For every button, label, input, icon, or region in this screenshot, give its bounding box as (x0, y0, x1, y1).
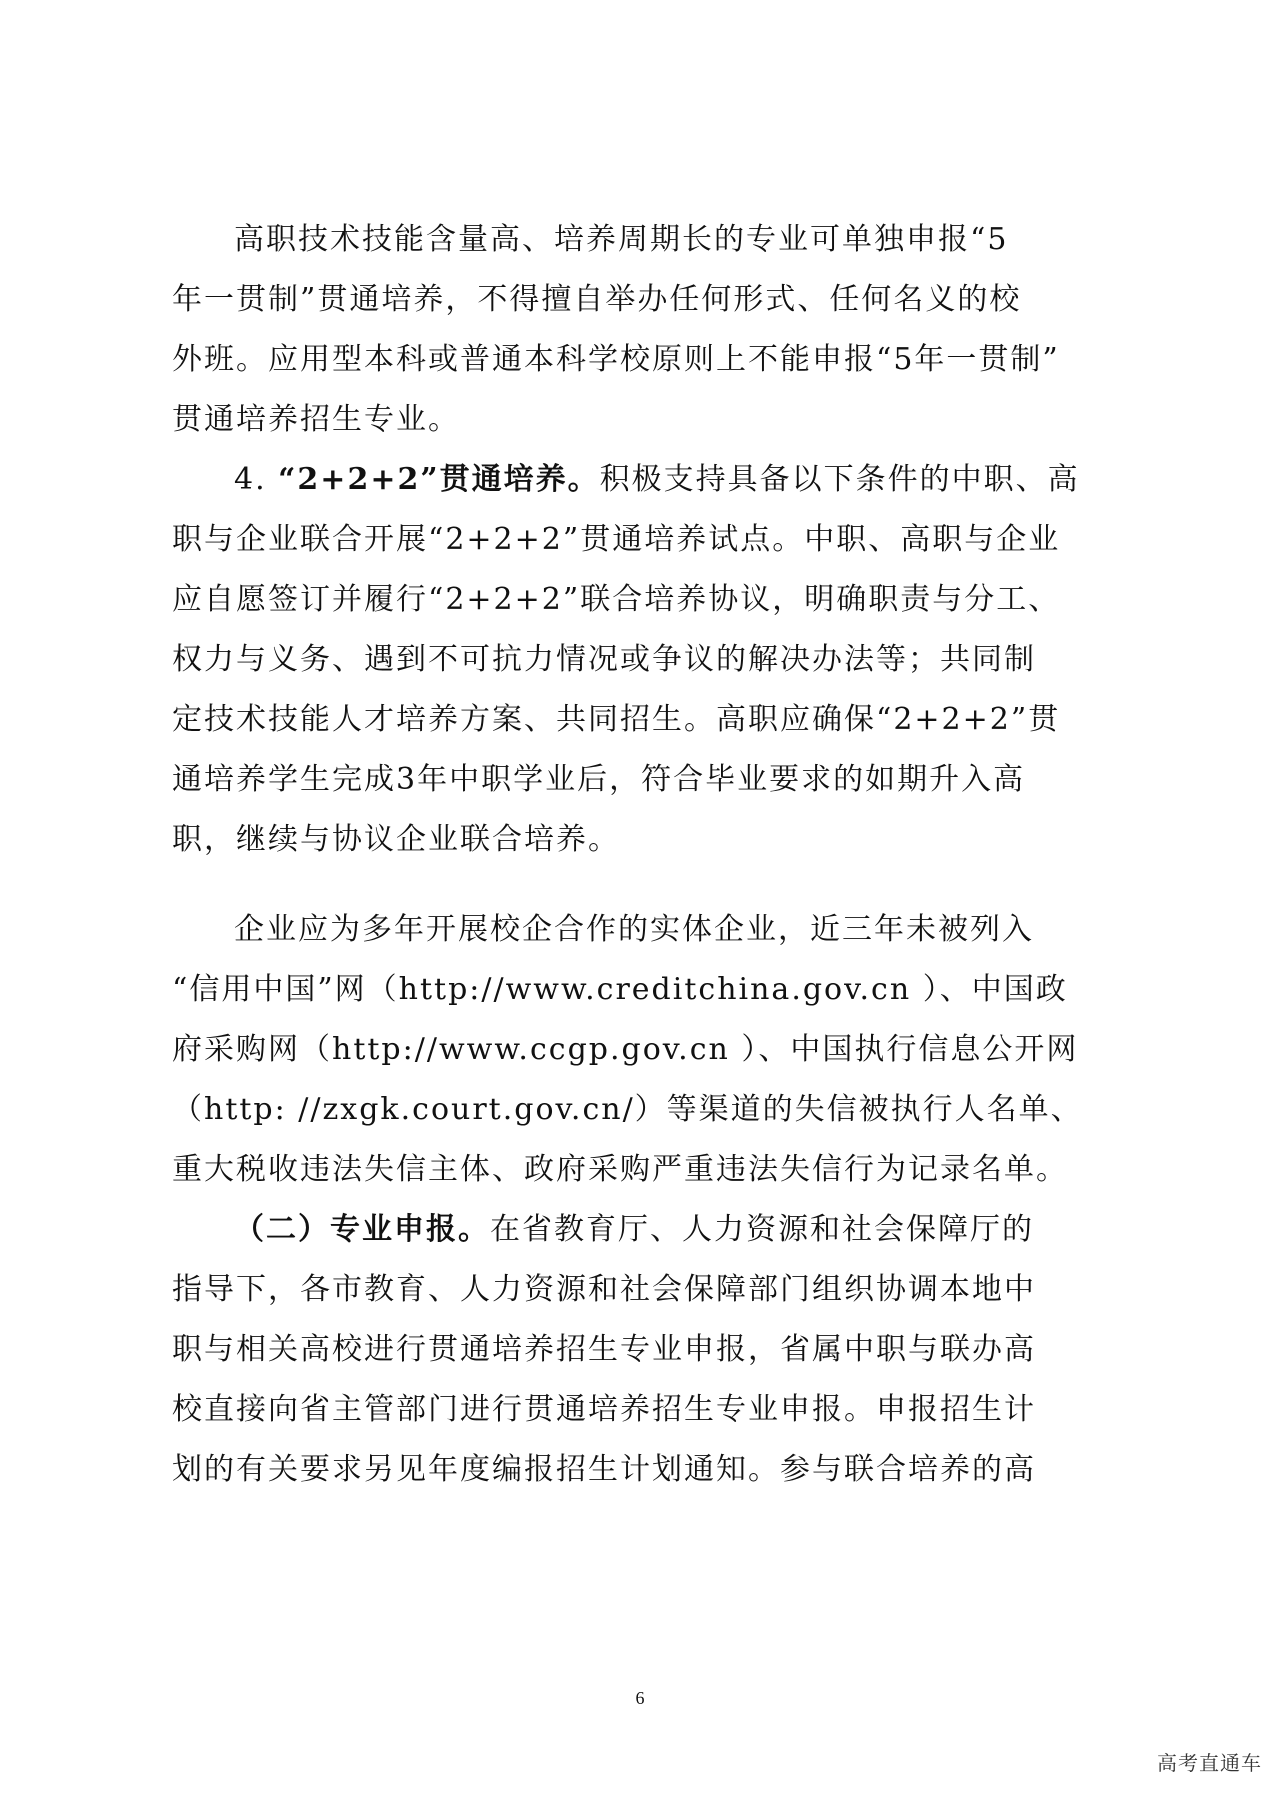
text-line: （http: //zxgk.court.gov.cn/）等渠道的失信被执行人名单、 (172, 1092, 1083, 1127)
section-heading: “2+2+2”贯通培养。 (278, 462, 600, 497)
text-line: 重大税收违法失信主体、政府采购严重违法失信行为记录名单。 (172, 1152, 1068, 1187)
paragraph-2-2-2-program (172, 450, 1112, 870)
watermark-text: 高考直通车 (1157, 1751, 1262, 1775)
text-line: 职，继续与协议企业联合培养。 (172, 822, 620, 857)
text-line: 指导下，各市教育、人力资源和社会保障部门组织协调本地中 (172, 1272, 1036, 1307)
text-line: 外班。应用型本科或普通本科学校原则上不能申报“5年一贯制” (172, 342, 1060, 377)
text-line: “信用中国”网（http://www.creditchina.gov.cn ）、中国政 (172, 972, 1068, 1007)
text-line (172, 450, 1112, 510)
page-number: 6 (635, 1688, 645, 1708)
text-line: 职与相关高校进行贯通培养招生专业申报，省属中职与联办高 (172, 1332, 1036, 1367)
text-segment: 在省教育厅、人力资源和社会保障厅的 (490, 1212, 1034, 1247)
paragraph-five-year-program (172, 210, 1112, 450)
text-line: 贯通培养招生专业。 (172, 402, 460, 437)
text-segment: 积极支持具备以下条件的中职、高 (599, 462, 1080, 497)
text-line: 应自愿签订并履行“2+2+2”联合培养协议，明确职责与分工、 (172, 582, 1061, 617)
paragraph-enterprise-requirements (172, 900, 1112, 1200)
text-line (172, 1200, 1112, 1260)
text-line: 高职技术技能含量高、培养周期长的专业可单独申报“5 (234, 222, 1009, 257)
text-line: 府采购网（http://www.ccgp.gov.cn ）、中国执行信息公开网 (172, 1032, 1079, 1067)
section-heading: （二）专业申报。 (234, 1212, 490, 1247)
text-line: 年一贯制”贯通培养，不得擅自举办任何形式、任何名义的校 (172, 282, 1022, 317)
text-line: 权力与义务、遇到不可抗力情况或争议的解决办法等；共同制 (172, 642, 1036, 677)
text-line: 职与企业联合开展“2+2+2”贯通培养试点。中职、高职与企业 (172, 522, 1061, 557)
paragraph-major-application (172, 1200, 1112, 1500)
text-line: 划的有关要求另见年度编报招生计划通知。参与联合培养的高 (172, 1452, 1036, 1487)
section-number: 4. (234, 462, 267, 497)
text-line: 通培养学生完成3年中职学业后，符合毕业要求的如期升入高 (172, 762, 1026, 797)
text-line: 校直接向省主管部门进行贯通培养招生专业申报。申报招生计 (172, 1392, 1036, 1427)
text-line: 定技术技能人才培养方案、共同招生。高职应确保“2+2+2”贯 (172, 702, 1061, 737)
text-line: 企业应为多年开展校企合作的实体企业，近三年未被列入 (234, 912, 1034, 947)
